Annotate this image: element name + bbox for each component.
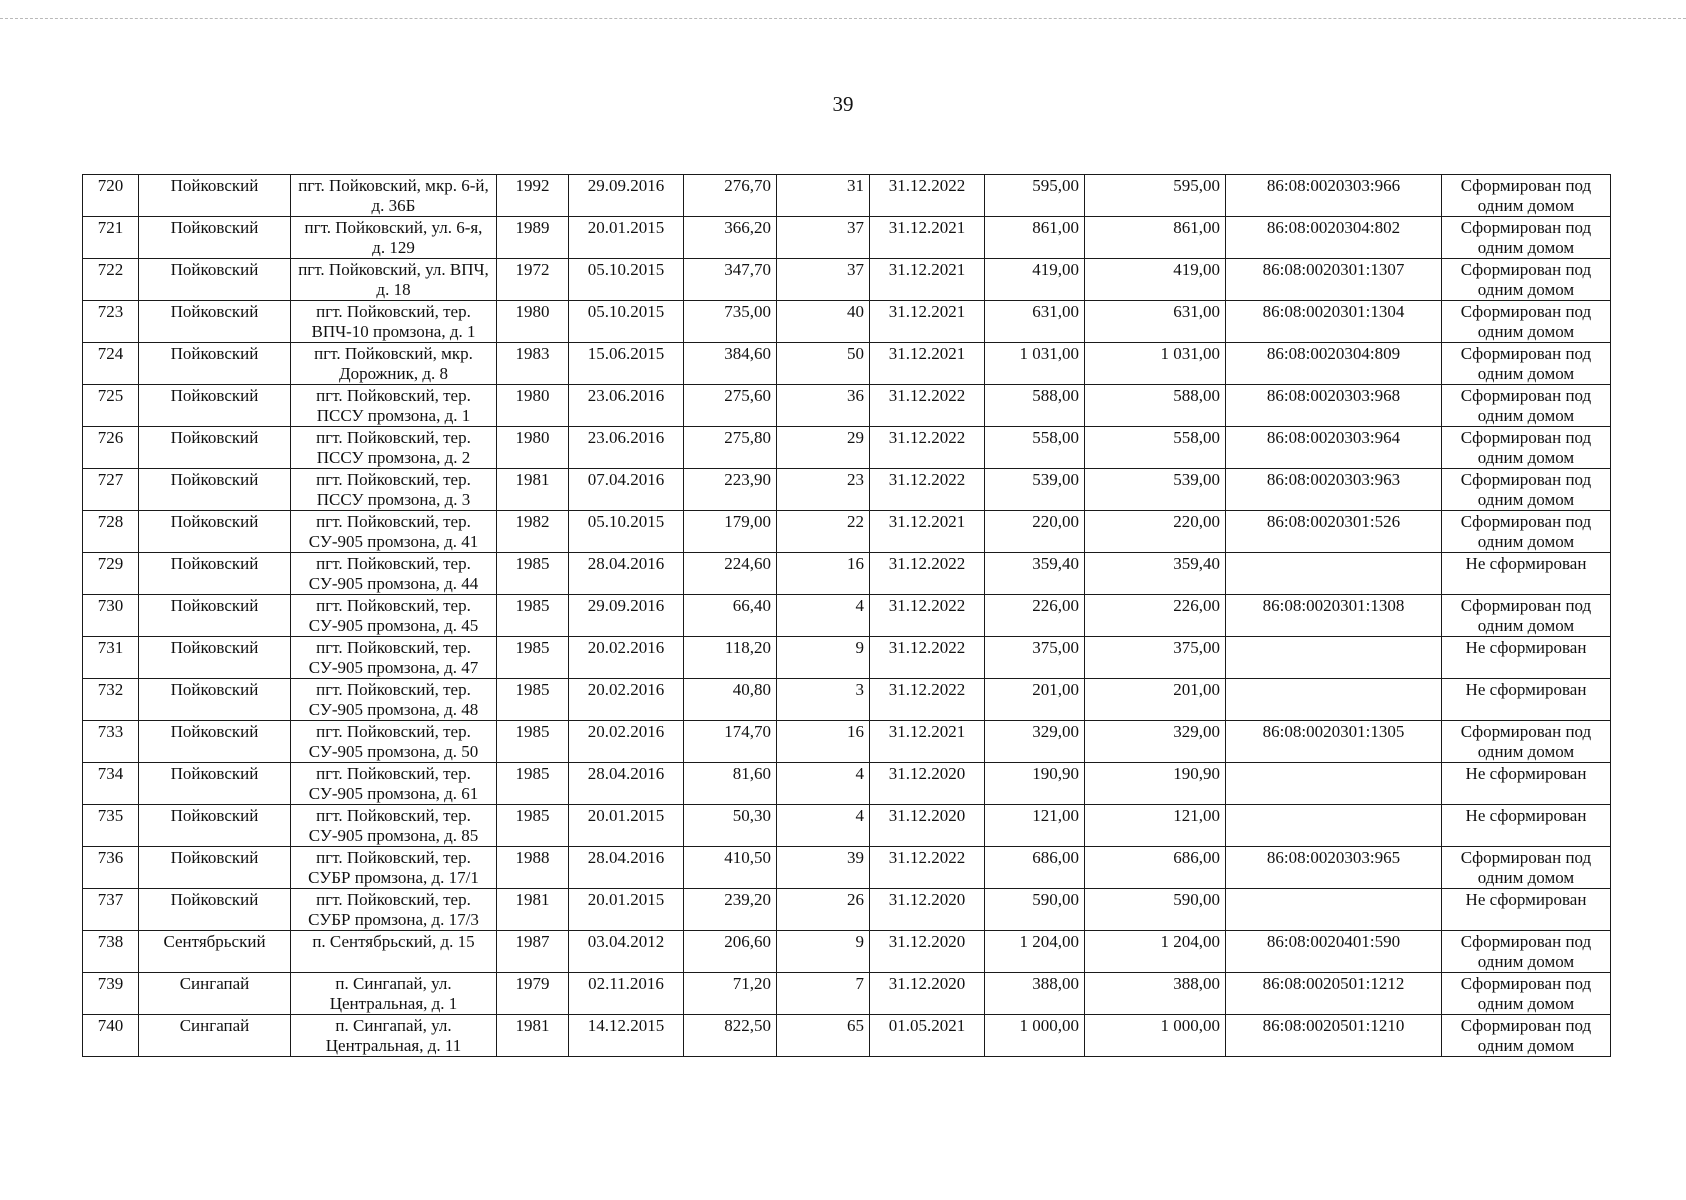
cell-year-built: 1981: [497, 1015, 569, 1057]
cell-settlement: Пойковский: [139, 469, 291, 511]
cell-resettlement-deadline: 31.12.2022: [870, 427, 985, 469]
cell-land-status: Не сформирован: [1442, 679, 1611, 721]
cell-land-status: Сформирован под одним домом: [1442, 973, 1611, 1015]
cell-settlement: Пойковский: [139, 595, 291, 637]
cell-row-number: 725: [83, 385, 139, 427]
cell-settlement: Пойковский: [139, 217, 291, 259]
cell-address: пгт. Пойковский, мкр. Дорожник, д. 8: [291, 343, 497, 385]
cell-address: п. Сингапай, ул. Центральная, д. 1: [291, 973, 497, 1015]
cell-row-number: 735: [83, 805, 139, 847]
cell-resettlement-deadline: 01.05.2021: [870, 1015, 985, 1057]
table-row: [83, 1015, 1611, 1057]
cell-address: п. Сентябрьский, д. 15: [291, 931, 497, 973]
table-row: [83, 973, 1611, 1015]
cell-resettlement-deadline: 31.12.2020: [870, 763, 985, 805]
cell-area: 275,80: [684, 427, 777, 469]
cell-settlement: Пойковский: [139, 679, 291, 721]
table-row: [83, 259, 1611, 301]
cell-land-area: 558,00: [985, 427, 1085, 469]
cell-date-recognized: 28.04.2016: [569, 553, 684, 595]
cell-land-area-formed: 558,00: [1085, 427, 1226, 469]
cell-area: 179,00: [684, 511, 777, 553]
cell-land-area-formed: 121,00: [1085, 805, 1226, 847]
cell-resettlement-deadline: 31.12.2021: [870, 217, 985, 259]
cell-cadastral-number: 86:08:0020301:1308: [1226, 595, 1442, 637]
cell-settlement: Пойковский: [139, 343, 291, 385]
cell-land-area-formed: 1 031,00: [1085, 343, 1226, 385]
cell-area: 822,50: [684, 1015, 777, 1057]
cell-address: пгт. Пойковский, ул. 6-я, д. 129: [291, 217, 497, 259]
cell-resettlement-deadline: 31.12.2021: [870, 301, 985, 343]
cell-land-area-formed: 375,00: [1085, 637, 1226, 679]
cell-settlement: Пойковский: [139, 259, 291, 301]
cell-residents: 37: [777, 217, 870, 259]
cell-land-status: Сформирован под одним домом: [1442, 259, 1611, 301]
cell-residents: 9: [777, 637, 870, 679]
cell-row-number: 740: [83, 1015, 139, 1057]
cell-cadastral-number: 86:08:0020301:1307: [1226, 259, 1442, 301]
cell-year-built: 1980: [497, 301, 569, 343]
cell-year-built: 1981: [497, 889, 569, 931]
cell-land-area: 1 204,00: [985, 931, 1085, 973]
cell-land-area-formed: 539,00: [1085, 469, 1226, 511]
cell-row-number: 733: [83, 721, 139, 763]
cell-row-number: 729: [83, 553, 139, 595]
cell-cadastral-number: [1226, 637, 1442, 679]
cell-settlement: Пойковский: [139, 847, 291, 889]
table-row: [83, 847, 1611, 889]
cell-resettlement-deadline: 31.12.2022: [870, 595, 985, 637]
cell-address: пгт. Пойковский, тер. ПССУ промзона, д. 1: [291, 385, 497, 427]
cell-settlement: Сентябрьский: [139, 931, 291, 973]
cell-row-number: 737: [83, 889, 139, 931]
cell-residents: 7: [777, 973, 870, 1015]
cell-land-area: 595,00: [985, 175, 1085, 217]
table-row: [83, 931, 1611, 973]
cell-land-area: 590,00: [985, 889, 1085, 931]
cell-residents: 22: [777, 511, 870, 553]
cell-land-area: 375,00: [985, 637, 1085, 679]
cell-land-area-formed: 201,00: [1085, 679, 1226, 721]
cell-settlement: Пойковский: [139, 385, 291, 427]
cell-land-area-formed: 861,00: [1085, 217, 1226, 259]
cell-land-status: Сформирован под одним домом: [1442, 427, 1611, 469]
cell-land-status: Сформирован под одним домом: [1442, 931, 1611, 973]
cell-year-built: 1981: [497, 469, 569, 511]
cell-land-area: 631,00: [985, 301, 1085, 343]
cell-date-recognized: 29.09.2016: [569, 595, 684, 637]
cell-cadastral-number: 86:08:0020301:526: [1226, 511, 1442, 553]
cell-cadastral-number: 86:08:0020303:964: [1226, 427, 1442, 469]
cell-land-status: Не сформирован: [1442, 763, 1611, 805]
table-row: [83, 301, 1611, 343]
cell-cadastral-number: 86:08:0020301:1304: [1226, 301, 1442, 343]
cell-settlement: Пойковский: [139, 637, 291, 679]
cell-settlement: Пойковский: [139, 553, 291, 595]
cell-date-recognized: 20.02.2016: [569, 721, 684, 763]
cell-area: 735,00: [684, 301, 777, 343]
cell-area: 174,70: [684, 721, 777, 763]
cell-area: 347,70: [684, 259, 777, 301]
cell-resettlement-deadline: 31.12.2022: [870, 679, 985, 721]
cell-land-area: 539,00: [985, 469, 1085, 511]
cell-address: пгт. Пойковский, тер. СУ-905 промзона, д. 85: [291, 805, 497, 847]
cell-address: пгт. Пойковский, тер. ПССУ промзона, д. 2: [291, 427, 497, 469]
cell-land-area-formed: 220,00: [1085, 511, 1226, 553]
cell-resettlement-deadline: 31.12.2022: [870, 175, 985, 217]
cell-address: пгт. Пойковский, тер. СУ-905 промзона, д. 48: [291, 679, 497, 721]
cell-address: пгт. Пойковский, тер. ВПЧ-10 промзона, д. 1: [291, 301, 497, 343]
cell-land-area: 861,00: [985, 217, 1085, 259]
cell-residents: 37: [777, 259, 870, 301]
cell-cadastral-number: 86:08:0020401:590: [1226, 931, 1442, 973]
cell-cadastral-number: 86:08:0020304:802: [1226, 217, 1442, 259]
cell-resettlement-deadline: 31.12.2022: [870, 637, 985, 679]
cell-settlement: Пойковский: [139, 175, 291, 217]
cell-residents: 23: [777, 469, 870, 511]
cell-land-area-formed: 359,40: [1085, 553, 1226, 595]
cell-year-built: 1980: [497, 385, 569, 427]
cell-date-recognized: 20.01.2015: [569, 805, 684, 847]
cell-area: 410,50: [684, 847, 777, 889]
cell-settlement: Сингапай: [139, 1015, 291, 1057]
cell-land-status: Не сформирован: [1442, 553, 1611, 595]
cell-land-status: Сформирован под одним домом: [1442, 721, 1611, 763]
cell-land-area: 1 031,00: [985, 343, 1085, 385]
cell-cadastral-number: 86:08:0020501:1212: [1226, 973, 1442, 1015]
cell-area: 66,40: [684, 595, 777, 637]
cell-residents: 4: [777, 805, 870, 847]
cell-cadastral-number: [1226, 763, 1442, 805]
cell-settlement: Пойковский: [139, 301, 291, 343]
cell-date-recognized: 29.09.2016: [569, 175, 684, 217]
cell-row-number: 727: [83, 469, 139, 511]
cell-area: 71,20: [684, 973, 777, 1015]
cell-year-built: 1989: [497, 217, 569, 259]
cell-land-area: 190,90: [985, 763, 1085, 805]
cell-year-built: 1979: [497, 973, 569, 1015]
cell-year-built: 1985: [497, 763, 569, 805]
housing-registry-table: [82, 174, 1611, 1057]
cell-cadastral-number: [1226, 805, 1442, 847]
cell-area: 50,30: [684, 805, 777, 847]
table-row: [83, 385, 1611, 427]
cell-land-area-formed: 595,00: [1085, 175, 1226, 217]
cell-land-area: 419,00: [985, 259, 1085, 301]
cell-land-area: 588,00: [985, 385, 1085, 427]
cell-row-number: 731: [83, 637, 139, 679]
cell-resettlement-deadline: 31.12.2021: [870, 343, 985, 385]
cell-area: 366,20: [684, 217, 777, 259]
cell-residents: 9: [777, 931, 870, 973]
cell-date-recognized: 20.01.2015: [569, 889, 684, 931]
cell-address: пгт. Пойковский, тер. СУ-905 промзона, д. 41: [291, 511, 497, 553]
page-number: 39: [832, 92, 854, 116]
cell-cadastral-number: [1226, 679, 1442, 721]
cell-land-status: Сформирован под одним домом: [1442, 595, 1611, 637]
cell-address: п. Сингапай, ул. Центральная, д. 11: [291, 1015, 497, 1057]
cell-land-area: 359,40: [985, 553, 1085, 595]
table-row: [83, 805, 1611, 847]
cell-settlement: Пойковский: [139, 427, 291, 469]
cell-area: 384,60: [684, 343, 777, 385]
cell-date-recognized: 28.04.2016: [569, 763, 684, 805]
cell-year-built: 1985: [497, 553, 569, 595]
cell-land-area: 1 000,00: [985, 1015, 1085, 1057]
cell-resettlement-deadline: 31.12.2021: [870, 259, 985, 301]
table-row: [83, 763, 1611, 805]
cell-residents: 36: [777, 385, 870, 427]
cell-settlement: Пойковский: [139, 763, 291, 805]
cell-row-number: 726: [83, 427, 139, 469]
cell-land-status: Сформирован под одним домом: [1442, 469, 1611, 511]
cell-land-area-formed: 1 204,00: [1085, 931, 1226, 973]
cell-area: 275,60: [684, 385, 777, 427]
cell-resettlement-deadline: 31.12.2020: [870, 931, 985, 973]
cell-resettlement-deadline: 31.12.2022: [870, 847, 985, 889]
table-row: [83, 595, 1611, 637]
cell-resettlement-deadline: 31.12.2022: [870, 553, 985, 595]
cell-address: пгт. Пойковский, мкр. 6-й, д. 36Б: [291, 175, 497, 217]
cell-land-status: Не сформирован: [1442, 805, 1611, 847]
cell-land-area-formed: 588,00: [1085, 385, 1226, 427]
table-row: [83, 511, 1611, 553]
cell-residents: 31: [777, 175, 870, 217]
cell-year-built: 1985: [497, 721, 569, 763]
cell-land-status: Сформирован под одним домом: [1442, 1015, 1611, 1057]
cell-residents: 4: [777, 595, 870, 637]
table-row: [83, 553, 1611, 595]
cell-land-status: Сформирован под одним домом: [1442, 217, 1611, 259]
cell-address: пгт. Пойковский, тер. ПССУ промзона, д. 3: [291, 469, 497, 511]
cell-land-status: Сформирован под одним домом: [1442, 511, 1611, 553]
cell-address: пгт. Пойковский, тер. СУБР промзона, д. 17/1: [291, 847, 497, 889]
table-row: [83, 637, 1611, 679]
cell-residents: 65: [777, 1015, 870, 1057]
cell-land-status: Сформирован под одним домом: [1442, 343, 1611, 385]
cell-address: пгт. Пойковский, ул. ВПЧ, д. 18: [291, 259, 497, 301]
cell-row-number: 723: [83, 301, 139, 343]
cell-row-number: 734: [83, 763, 139, 805]
cell-cadastral-number: 86:08:0020303:966: [1226, 175, 1442, 217]
table-row: [83, 343, 1611, 385]
cell-address: пгт. Пойковский, тер. СУБР промзона, д. 17/3: [291, 889, 497, 931]
cell-year-built: 1987: [497, 931, 569, 973]
cell-land-area-formed: 190,90: [1085, 763, 1226, 805]
cell-row-number: 722: [83, 259, 139, 301]
cell-settlement: Пойковский: [139, 805, 291, 847]
cell-resettlement-deadline: 31.12.2022: [870, 385, 985, 427]
cell-land-status: Сформирован под одним домом: [1442, 301, 1611, 343]
cell-year-built: 1992: [497, 175, 569, 217]
cell-date-recognized: 20.01.2015: [569, 217, 684, 259]
cell-date-recognized: 05.10.2015: [569, 259, 684, 301]
table-row: [83, 889, 1611, 931]
cell-area: 206,60: [684, 931, 777, 973]
cell-address: пгт. Пойковский, тер. СУ-905 промзона, д. 47: [291, 637, 497, 679]
cell-row-number: 728: [83, 511, 139, 553]
cell-cadastral-number: 86:08:0020303:963: [1226, 469, 1442, 511]
cell-settlement: Сингапай: [139, 973, 291, 1015]
cell-area: 81,60: [684, 763, 777, 805]
cell-land-area-formed: 590,00: [1085, 889, 1226, 931]
cell-year-built: 1972: [497, 259, 569, 301]
cell-row-number: 732: [83, 679, 139, 721]
cell-date-recognized: 07.04.2016: [569, 469, 684, 511]
cell-resettlement-deadline: 31.12.2020: [870, 973, 985, 1015]
cell-date-recognized: 20.02.2016: [569, 637, 684, 679]
cell-year-built: 1985: [497, 595, 569, 637]
cell-row-number: 736: [83, 847, 139, 889]
cell-resettlement-deadline: 31.12.2021: [870, 721, 985, 763]
cell-land-status: Сформирован под одним домом: [1442, 847, 1611, 889]
table-row: [83, 469, 1611, 511]
cell-address: пгт. Пойковский, тер. СУ-905 промзона, д. 44: [291, 553, 497, 595]
cell-date-recognized: 14.12.2015: [569, 1015, 684, 1057]
table-row: [83, 721, 1611, 763]
cell-year-built: 1985: [497, 679, 569, 721]
cell-land-area: 226,00: [985, 595, 1085, 637]
cell-land-area: 329,00: [985, 721, 1085, 763]
cell-land-area: 686,00: [985, 847, 1085, 889]
cell-date-recognized: 05.10.2015: [569, 511, 684, 553]
cell-row-number: 720: [83, 175, 139, 217]
cell-year-built: 1985: [497, 805, 569, 847]
cell-residents: 40: [777, 301, 870, 343]
cell-year-built: 1988: [497, 847, 569, 889]
cell-row-number: 721: [83, 217, 139, 259]
cell-cadastral-number: [1226, 553, 1442, 595]
cell-land-area-formed: 226,00: [1085, 595, 1226, 637]
cell-area: 40,80: [684, 679, 777, 721]
cell-resettlement-deadline: 31.12.2021: [870, 511, 985, 553]
cell-land-area-formed: 1 000,00: [1085, 1015, 1226, 1057]
cell-land-area-formed: 686,00: [1085, 847, 1226, 889]
cell-area: 276,70: [684, 175, 777, 217]
cell-date-recognized: 02.11.2016: [569, 973, 684, 1015]
cell-resettlement-deadline: 31.12.2022: [870, 469, 985, 511]
cell-address: пгт. Пойковский, тер. СУ-905 промзона, д. 45: [291, 595, 497, 637]
cell-land-status: Не сформирован: [1442, 889, 1611, 931]
cell-residents: 29: [777, 427, 870, 469]
cell-resettlement-deadline: 31.12.2020: [870, 805, 985, 847]
cell-land-status: Сформирован под одним домом: [1442, 385, 1611, 427]
cell-land-area-formed: 631,00: [1085, 301, 1226, 343]
cell-residents: 16: [777, 553, 870, 595]
cell-land-area: 388,00: [985, 973, 1085, 1015]
cell-date-recognized: 23.06.2016: [569, 385, 684, 427]
cell-cadastral-number: 86:08:0020501:1210: [1226, 1015, 1442, 1057]
cell-address: пгт. Пойковский, тер. СУ-905 промзона, д. 61: [291, 763, 497, 805]
cell-cadastral-number: 86:08:0020303:965: [1226, 847, 1442, 889]
cell-date-recognized: 15.06.2015: [569, 343, 684, 385]
cell-area: 224,60: [684, 553, 777, 595]
cell-residents: 4: [777, 763, 870, 805]
cell-land-area-formed: 388,00: [1085, 973, 1226, 1015]
table-row: [83, 217, 1611, 259]
cell-land-status: Не сформирован: [1442, 637, 1611, 679]
cell-residents: 16: [777, 721, 870, 763]
cell-residents: 50: [777, 343, 870, 385]
cell-land-area: 220,00: [985, 511, 1085, 553]
cell-land-area-formed: 419,00: [1085, 259, 1226, 301]
cell-residents: 26: [777, 889, 870, 931]
cell-date-recognized: 03.04.2012: [569, 931, 684, 973]
cell-land-status: Сформирован под одним домом: [1442, 175, 1611, 217]
cell-row-number: 730: [83, 595, 139, 637]
cell-year-built: 1980: [497, 427, 569, 469]
cell-settlement: Пойковский: [139, 889, 291, 931]
cell-year-built: 1982: [497, 511, 569, 553]
cell-row-number: 724: [83, 343, 139, 385]
cell-row-number: 738: [83, 931, 139, 973]
cell-residents: 3: [777, 679, 870, 721]
cell-area: 239,20: [684, 889, 777, 931]
cell-cadastral-number: 86:08:0020301:1305: [1226, 721, 1442, 763]
cell-area: 118,20: [684, 637, 777, 679]
table-row: [83, 175, 1611, 217]
cell-address: пгт. Пойковский, тер. СУ-905 промзона, д. 50: [291, 721, 497, 763]
cell-land-area: 201,00: [985, 679, 1085, 721]
cell-year-built: 1983: [497, 343, 569, 385]
cell-land-area-formed: 329,00: [1085, 721, 1226, 763]
cell-date-recognized: 28.04.2016: [569, 847, 684, 889]
cell-date-recognized: 20.02.2016: [569, 679, 684, 721]
cell-row-number: 739: [83, 973, 139, 1015]
cell-date-recognized: 23.06.2016: [569, 427, 684, 469]
cell-date-recognized: 05.10.2015: [569, 301, 684, 343]
cell-cadastral-number: 86:08:0020304:809: [1226, 343, 1442, 385]
cell-resettlement-deadline: 31.12.2020: [870, 889, 985, 931]
cell-settlement: Пойковский: [139, 511, 291, 553]
table-row: [83, 427, 1611, 469]
cell-land-area: 121,00: [985, 805, 1085, 847]
scan-edge-line: [0, 18, 1686, 19]
table-row: [83, 679, 1611, 721]
cell-cadastral-number: 86:08:0020303:968: [1226, 385, 1442, 427]
cell-cadastral-number: [1226, 889, 1442, 931]
cell-residents: 39: [777, 847, 870, 889]
registry-body: [83, 175, 1611, 1057]
cell-area: 223,90: [684, 469, 777, 511]
cell-year-built: 1985: [497, 637, 569, 679]
cell-settlement: Пойковский: [139, 721, 291, 763]
